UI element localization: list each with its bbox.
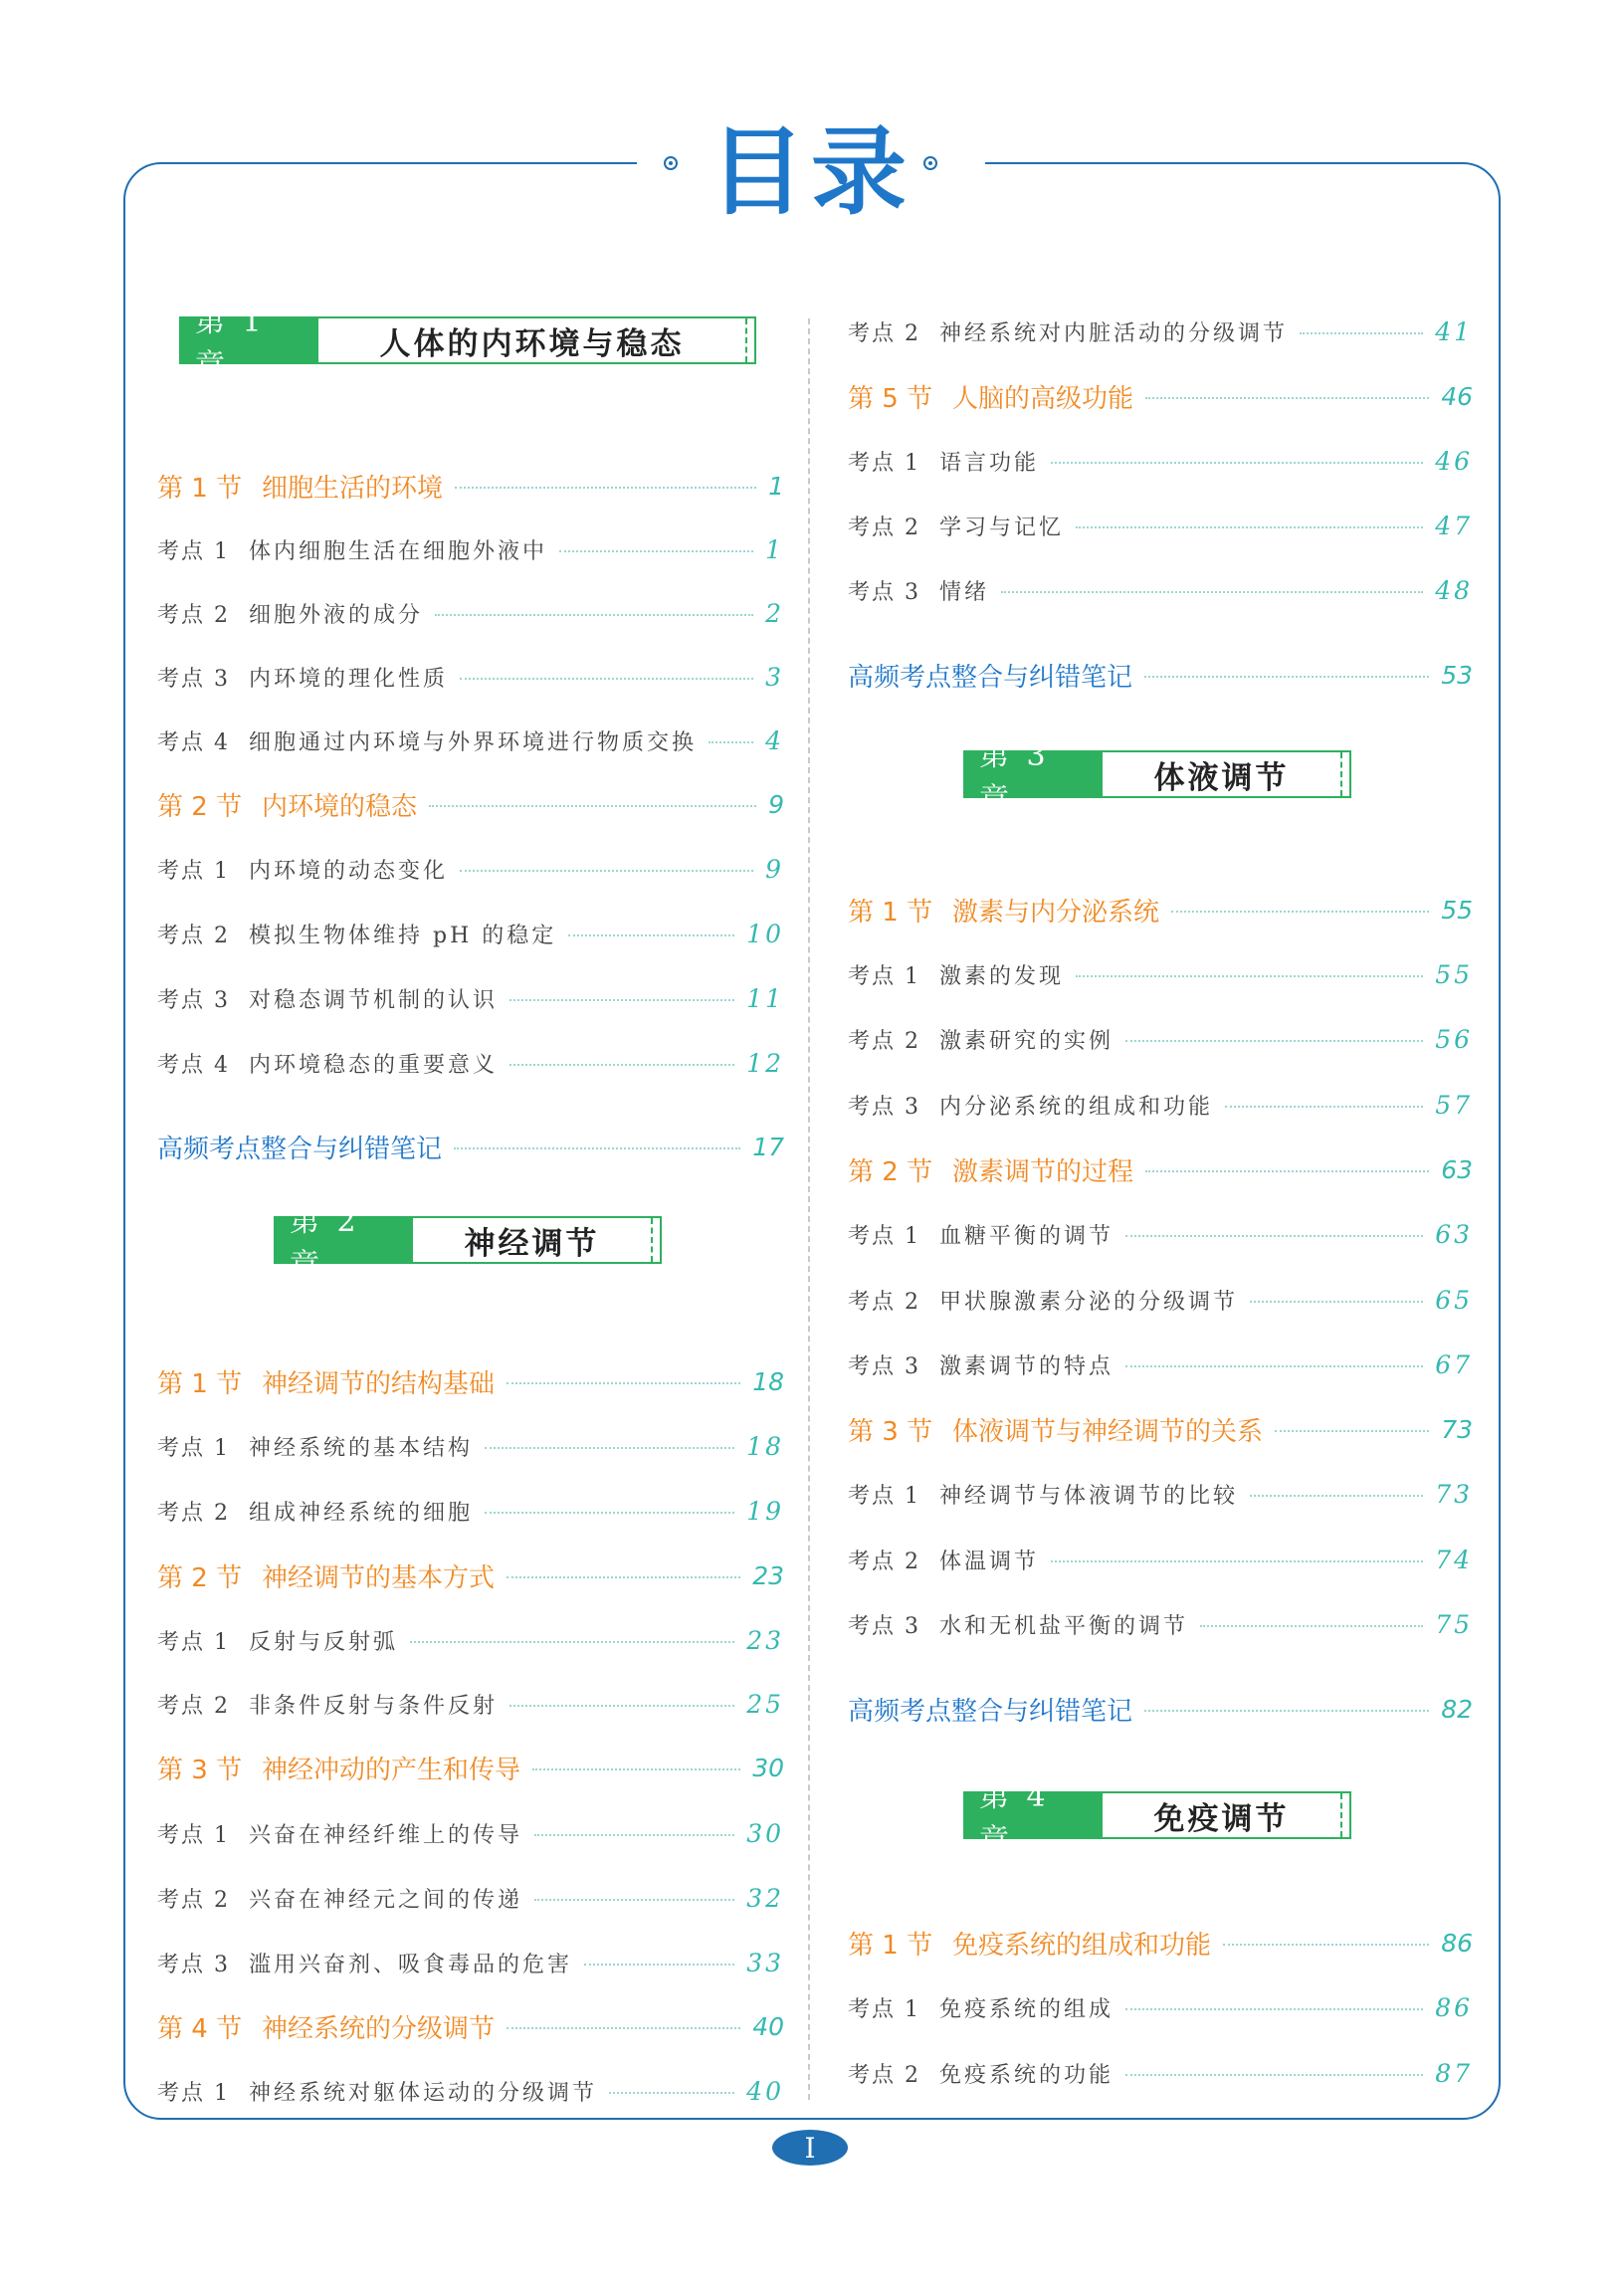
entry-label: 考点 1 bbox=[848, 450, 920, 476]
entry-title: 体液调节与神经调节的关系 bbox=[952, 1416, 1264, 1447]
entry-label: 考点 2 bbox=[157, 923, 230, 948]
dot-leader bbox=[532, 1768, 740, 1770]
banner-edge bbox=[745, 318, 751, 362]
dot-leader bbox=[460, 678, 753, 680]
page-number-badge bbox=[772, 2130, 848, 2166]
entry-label: 第 1 节 bbox=[157, 1368, 243, 1399]
entry-label: 考点 2 bbox=[848, 320, 920, 346]
entry-label: 第 1 节 bbox=[157, 473, 243, 504]
entry-label: 考点 2 bbox=[157, 1693, 230, 1719]
dot-leader bbox=[584, 1964, 734, 1966]
dot-leader bbox=[1145, 397, 1429, 399]
entry-label: 考点 3 bbox=[848, 579, 920, 605]
toc-section-entry[interactable] bbox=[848, 1409, 1473, 1449]
dot-leader bbox=[509, 1064, 734, 1066]
dot-leader bbox=[1223, 1944, 1429, 1946]
dot-leader bbox=[460, 870, 753, 872]
entry-page-number: 19 bbox=[746, 1496, 784, 1526]
dot-leader bbox=[1051, 1560, 1423, 1562]
dot-leader bbox=[1225, 1106, 1423, 1108]
entry-label: 考点 1 bbox=[157, 1822, 230, 1848]
toc-point-entry[interactable] bbox=[848, 1345, 1473, 1384]
ornament-left-icon bbox=[664, 156, 678, 170]
toc-point-entry[interactable] bbox=[157, 657, 784, 697]
entry-page-number: 18 bbox=[752, 1366, 784, 1396]
entry-title: 免疫系统的组成 bbox=[939, 1996, 1115, 2022]
toc-point-entry[interactable] bbox=[848, 1604, 1473, 1644]
entry-label: 考点 4 bbox=[157, 729, 230, 755]
toc-point-entry[interactable] bbox=[157, 1813, 784, 1853]
entry-page-number: 87 bbox=[1435, 2058, 1473, 2088]
entry-page-number: 2 bbox=[765, 598, 784, 628]
toc-section-entry[interactable] bbox=[157, 466, 784, 506]
dot-leader bbox=[509, 1705, 734, 1707]
toc-section-entry[interactable] bbox=[157, 1361, 784, 1401]
toc-summary-entry[interactable] bbox=[848, 655, 1473, 695]
toc-point-entry[interactable] bbox=[157, 849, 784, 889]
toc-point-entry[interactable] bbox=[157, 1878, 784, 1918]
entry-title: 语言功能 bbox=[939, 450, 1040, 476]
toc-point-entry[interactable] bbox=[157, 1426, 784, 1466]
entry-label: 考点 1 bbox=[848, 963, 920, 989]
dot-leader bbox=[1125, 1365, 1423, 1367]
dot-leader bbox=[609, 2092, 734, 2094]
entry-title: 神经调节的基本方式 bbox=[262, 1562, 496, 1593]
entry-title: 兴奋在神经元之间的传递 bbox=[249, 1887, 523, 1913]
entry-label: 考点 1 bbox=[157, 1629, 230, 1655]
entry-title: 神经系统对内脏活动的分级调节 bbox=[939, 320, 1289, 346]
entry-label: 考点 1 bbox=[157, 538, 230, 564]
entry-label: 第 1 节 bbox=[848, 1930, 933, 1961]
entry-title: 体内细胞生活在细胞外液中 bbox=[249, 538, 548, 564]
toc-section-entry[interactable] bbox=[157, 784, 784, 824]
column-divider bbox=[808, 318, 810, 2100]
entry-page-number: 1 bbox=[768, 471, 784, 501]
entry-page-number: 23 bbox=[752, 1560, 784, 1590]
entry-page-number: 11 bbox=[746, 983, 784, 1013]
entry-title: 免疫系统的功能 bbox=[939, 2062, 1115, 2088]
entry-label: 考点 2 bbox=[157, 1887, 230, 1913]
toc-section-entry[interactable] bbox=[848, 1923, 1473, 1963]
entry-page-number: 33 bbox=[746, 1948, 784, 1977]
toc-point-entry[interactable] bbox=[848, 1019, 1473, 1059]
entry-title: 血糖平衡的调节 bbox=[939, 1223, 1115, 1249]
dot-leader bbox=[509, 999, 734, 1001]
entry-page-number: 12 bbox=[746, 1048, 784, 1078]
entry-label: 第 4 节 bbox=[157, 2013, 243, 2044]
entry-title: 内分泌系统的组成和功能 bbox=[939, 1094, 1214, 1120]
page-title: 目录 bbox=[710, 115, 913, 228]
entry-label: 考点 1 bbox=[848, 1483, 920, 1509]
entry-page-number: 73 bbox=[1435, 1479, 1473, 1509]
dot-leader bbox=[410, 1641, 734, 1643]
entry-page-number: 63 bbox=[1441, 1154, 1473, 1184]
toc-point-entry[interactable] bbox=[157, 721, 784, 760]
entry-title: 非条件反射与条件反射 bbox=[249, 1693, 499, 1719]
entry-page-number: 25 bbox=[746, 1689, 784, 1719]
banner-edge bbox=[651, 1218, 657, 1262]
entry-page-number: 3 bbox=[765, 662, 784, 692]
dot-leader bbox=[1076, 526, 1423, 528]
entry-title: 神经冲动的产生和传导 bbox=[262, 1755, 521, 1785]
entry-page-number: 55 bbox=[1441, 895, 1473, 925]
entry-page-number: 40 bbox=[746, 2076, 784, 2106]
dot-leader bbox=[1076, 975, 1423, 977]
entry-label: 第 3 节 bbox=[157, 1755, 243, 1785]
toc-point-entry[interactable] bbox=[157, 1943, 784, 1982]
dot-leader bbox=[454, 1147, 740, 1149]
entry-label: 考点 3 bbox=[157, 666, 230, 692]
entry-label: 考点 1 bbox=[157, 858, 230, 884]
entry-page-number: 18 bbox=[746, 1431, 784, 1461]
entry-title: 神经系统对躯体运动的分级调节 bbox=[249, 2080, 598, 2106]
toc-section-entry[interactable] bbox=[157, 2006, 784, 2046]
toc-point-entry[interactable] bbox=[157, 2071, 784, 2111]
entry-title: 高频考点整合与纠错笔记 bbox=[848, 1696, 1133, 1727]
entry-label: 考点 3 bbox=[848, 1353, 920, 1379]
toc-point-entry[interactable] bbox=[848, 1085, 1473, 1125]
chapter-number: 第 1 章 bbox=[181, 318, 318, 362]
dot-leader bbox=[1125, 1235, 1423, 1237]
entry-title: 反射与反射弧 bbox=[249, 1629, 399, 1655]
entry-label: 考点 2 bbox=[848, 1028, 920, 1054]
toc-point-entry[interactable] bbox=[848, 1987, 1473, 2027]
toc-summary-entry[interactable] bbox=[848, 1689, 1473, 1729]
dot-leader bbox=[1125, 2008, 1423, 2010]
entry-page-number: 32 bbox=[746, 1883, 784, 1913]
page-number: I bbox=[804, 2131, 816, 2165]
entry-title: 神经调节与体液调节的比较 bbox=[939, 1483, 1239, 1509]
entry-label: 考点 3 bbox=[848, 1613, 920, 1639]
chapter-name: 免疫调节 bbox=[1153, 1800, 1290, 1837]
dot-leader bbox=[534, 1899, 734, 1901]
toc-point-entry[interactable] bbox=[157, 1620, 784, 1660]
entry-label: 考点 2 bbox=[848, 1289, 920, 1315]
entry-title: 神经系统的基本结构 bbox=[249, 1435, 474, 1461]
dot-leader bbox=[429, 805, 756, 807]
toc-point-entry[interactable] bbox=[848, 311, 1473, 351]
entry-title: 内环境的稳态 bbox=[262, 791, 418, 822]
entry-label: 第 3 节 bbox=[848, 1416, 933, 1447]
toc-point-entry[interactable] bbox=[157, 529, 784, 569]
entry-title: 细胞生活的环境 bbox=[262, 473, 444, 504]
entry-page-number: 75 bbox=[1435, 1609, 1473, 1639]
dot-leader bbox=[1125, 1040, 1423, 1042]
entry-label: 第 2 节 bbox=[157, 791, 243, 822]
entry-page-number: 67 bbox=[1435, 1349, 1473, 1379]
dot-leader bbox=[1250, 1495, 1423, 1497]
entry-label: 第 1 节 bbox=[848, 897, 933, 928]
entry-title: 内环境稳态的重要意义 bbox=[249, 1052, 499, 1078]
entry-title: 激素调节的特点 bbox=[939, 1353, 1115, 1379]
dot-leader bbox=[1125, 2074, 1423, 2076]
entry-page-number: 74 bbox=[1435, 1545, 1473, 1574]
entry-page-number: 10 bbox=[746, 919, 784, 948]
toc-point-entry[interactable] bbox=[848, 570, 1473, 610]
chapter-number: 第 3 章 bbox=[965, 752, 1103, 796]
toc-point-entry[interactable] bbox=[157, 1684, 784, 1724]
toc-point-entry[interactable] bbox=[157, 978, 784, 1018]
toc-point-entry[interactable] bbox=[848, 1540, 1473, 1579]
entry-page-number: 65 bbox=[1435, 1285, 1473, 1315]
entry-label: 考点 2 bbox=[848, 2062, 920, 2088]
entry-label: 考点 1 bbox=[157, 1435, 230, 1461]
toc-point-entry[interactable] bbox=[848, 506, 1473, 545]
entry-label: 考点 2 bbox=[157, 602, 230, 628]
dot-leader bbox=[507, 2027, 740, 2029]
dot-leader bbox=[485, 1512, 734, 1514]
entry-page-number: 1 bbox=[765, 534, 784, 564]
entry-label: 第 5 节 bbox=[848, 383, 933, 414]
toc-point-entry[interactable] bbox=[157, 593, 784, 633]
banner-edge bbox=[1340, 1793, 1346, 1837]
entry-label: 考点 1 bbox=[848, 1996, 920, 2022]
toc-point-entry[interactable] bbox=[848, 1474, 1473, 1514]
dot-leader bbox=[1250, 1301, 1423, 1303]
entry-page-number: 73 bbox=[1441, 1414, 1473, 1444]
chapter-name: 人体的内环境与稳态 bbox=[379, 325, 685, 362]
entry-page-number: 55 bbox=[1435, 959, 1473, 989]
entry-page-number: 41 bbox=[1435, 316, 1473, 346]
entry-title: 神经调节的结构基础 bbox=[262, 1368, 496, 1399]
dot-leader bbox=[568, 934, 734, 936]
dot-leader bbox=[1145, 1170, 1429, 1172]
entry-title: 高频考点整合与纠错笔记 bbox=[848, 662, 1133, 693]
dot-leader bbox=[435, 614, 753, 616]
entry-title: 细胞外液的成分 bbox=[249, 602, 424, 628]
chapter-number: 第 4 章 bbox=[965, 1793, 1103, 1837]
chapter-banner bbox=[963, 1779, 1351, 1858]
toc-section-entry[interactable] bbox=[848, 890, 1473, 930]
entry-title: 甲状腺激素分泌的分级调节 bbox=[939, 1289, 1239, 1315]
chapter-number: 第 2 章 bbox=[276, 1218, 413, 1262]
entry-page-number: 53 bbox=[1441, 660, 1473, 690]
entry-title: 免疫系统的组成和功能 bbox=[952, 1930, 1212, 1961]
entry-page-number: 30 bbox=[746, 1818, 784, 1848]
entry-page-number: 57 bbox=[1435, 1090, 1473, 1120]
entry-title: 模拟生物体维持 pH 的稳定 bbox=[249, 923, 557, 948]
entry-page-number: 4 bbox=[765, 725, 784, 755]
toc-section-entry[interactable] bbox=[157, 1555, 784, 1595]
entry-title: 细胞通过内环境与外界环境进行物质交换 bbox=[249, 729, 698, 755]
dot-leader bbox=[455, 487, 756, 489]
entry-page-number: 9 bbox=[768, 789, 784, 819]
chapter-name: 体液调节 bbox=[1153, 759, 1290, 796]
entry-title: 组成神经系统的细胞 bbox=[249, 1500, 474, 1526]
entry-page-number: 56 bbox=[1435, 1024, 1473, 1054]
entry-page-number: 86 bbox=[1435, 1992, 1473, 2022]
dot-leader bbox=[1144, 676, 1429, 678]
entry-page-number: 30 bbox=[752, 1753, 784, 1782]
toc-point-entry[interactable] bbox=[157, 1491, 784, 1531]
toc-point-entry[interactable] bbox=[157, 914, 784, 953]
entry-title: 水和无机盐平衡的调节 bbox=[939, 1613, 1189, 1639]
entry-title: 滥用兴奋剂、吸食毒品的危害 bbox=[249, 1952, 573, 1977]
entry-label: 第 2 节 bbox=[848, 1156, 933, 1187]
entry-title: 对稳态调节机制的认识 bbox=[249, 987, 499, 1013]
entry-page-number: 9 bbox=[765, 854, 784, 884]
ornament-right-icon bbox=[923, 156, 937, 170]
toc-point-entry[interactable] bbox=[848, 441, 1473, 481]
entry-label: 考点 3 bbox=[157, 987, 230, 1013]
dot-leader bbox=[1200, 1625, 1423, 1627]
chapter-banner bbox=[179, 305, 756, 383]
dot-leader bbox=[1275, 1430, 1429, 1432]
dot-leader bbox=[709, 741, 753, 743]
chapter-banner bbox=[963, 738, 1351, 817]
entry-title: 兴奋在神经纤维上的传导 bbox=[249, 1822, 523, 1848]
entry-title: 高频考点整合与纠错笔记 bbox=[157, 1134, 443, 1164]
entry-page-number: 86 bbox=[1441, 1928, 1473, 1958]
toc-point-entry[interactable] bbox=[848, 1280, 1473, 1320]
dot-leader bbox=[1001, 591, 1423, 593]
dot-leader bbox=[485, 1447, 734, 1449]
dot-leader bbox=[507, 1576, 740, 1578]
entry-label: 考点 3 bbox=[848, 1094, 920, 1120]
toc-section-entry[interactable] bbox=[848, 376, 1473, 416]
toc-point-entry[interactable] bbox=[848, 954, 1473, 994]
entry-label: 考点 1 bbox=[848, 1223, 920, 1249]
banner-edge bbox=[1340, 752, 1346, 796]
entry-page-number: 40 bbox=[752, 2011, 784, 2041]
entry-page-number: 82 bbox=[1441, 1694, 1473, 1724]
dot-leader bbox=[1051, 462, 1423, 464]
chapter-banner bbox=[274, 1204, 662, 1283]
entry-page-number: 63 bbox=[1435, 1219, 1473, 1249]
dot-leader bbox=[1300, 332, 1423, 334]
entry-label: 考点 4 bbox=[157, 1052, 230, 1078]
entry-page-number: 23 bbox=[746, 1625, 784, 1655]
dot-leader bbox=[534, 1834, 734, 1836]
entry-label: 考点 3 bbox=[157, 1952, 230, 1977]
toc-section-entry[interactable] bbox=[848, 1149, 1473, 1189]
entry-page-number: 17 bbox=[752, 1132, 784, 1161]
entry-title: 内环境的理化性质 bbox=[249, 666, 449, 692]
entry-page-number: 46 bbox=[1435, 446, 1473, 476]
chapter-name: 神经调节 bbox=[464, 1225, 600, 1262]
entry-title: 情绪 bbox=[939, 579, 990, 605]
dot-leader bbox=[1171, 911, 1429, 913]
toc-summary-entry[interactable] bbox=[157, 1127, 784, 1166]
entry-title: 激素研究的实例 bbox=[939, 1028, 1115, 1054]
toc-point-entry[interactable] bbox=[848, 1214, 1473, 1254]
entry-title: 内环境的动态变化 bbox=[249, 858, 449, 884]
entry-title: 激素调节的过程 bbox=[952, 1156, 1134, 1187]
entry-page-number: 48 bbox=[1435, 575, 1473, 605]
entry-label: 考点 2 bbox=[157, 1500, 230, 1526]
entry-title: 体温调节 bbox=[939, 1549, 1040, 1574]
entry-title: 学习与记忆 bbox=[939, 515, 1065, 540]
entry-label: 考点 1 bbox=[157, 2080, 230, 2106]
entry-page-number: 47 bbox=[1435, 511, 1473, 540]
toc-point-entry[interactable] bbox=[157, 1043, 784, 1083]
entry-title: 激素的发现 bbox=[939, 963, 1065, 989]
entry-page-number: 46 bbox=[1441, 381, 1473, 411]
entry-label: 第 2 节 bbox=[157, 1562, 243, 1593]
dot-leader bbox=[559, 550, 753, 552]
entry-title: 神经系统的分级调节 bbox=[262, 2013, 496, 2044]
toc-section-entry[interactable] bbox=[157, 1748, 784, 1787]
toc-point-entry[interactable] bbox=[848, 2053, 1473, 2093]
dot-leader bbox=[507, 1382, 740, 1384]
dot-leader bbox=[1144, 1710, 1429, 1712]
entry-title: 激素与内分泌系统 bbox=[952, 897, 1160, 928]
entry-label: 考点 2 bbox=[848, 515, 920, 540]
entry-label: 考点 2 bbox=[848, 1549, 920, 1574]
entry-title: 人脑的高级功能 bbox=[952, 383, 1134, 414]
